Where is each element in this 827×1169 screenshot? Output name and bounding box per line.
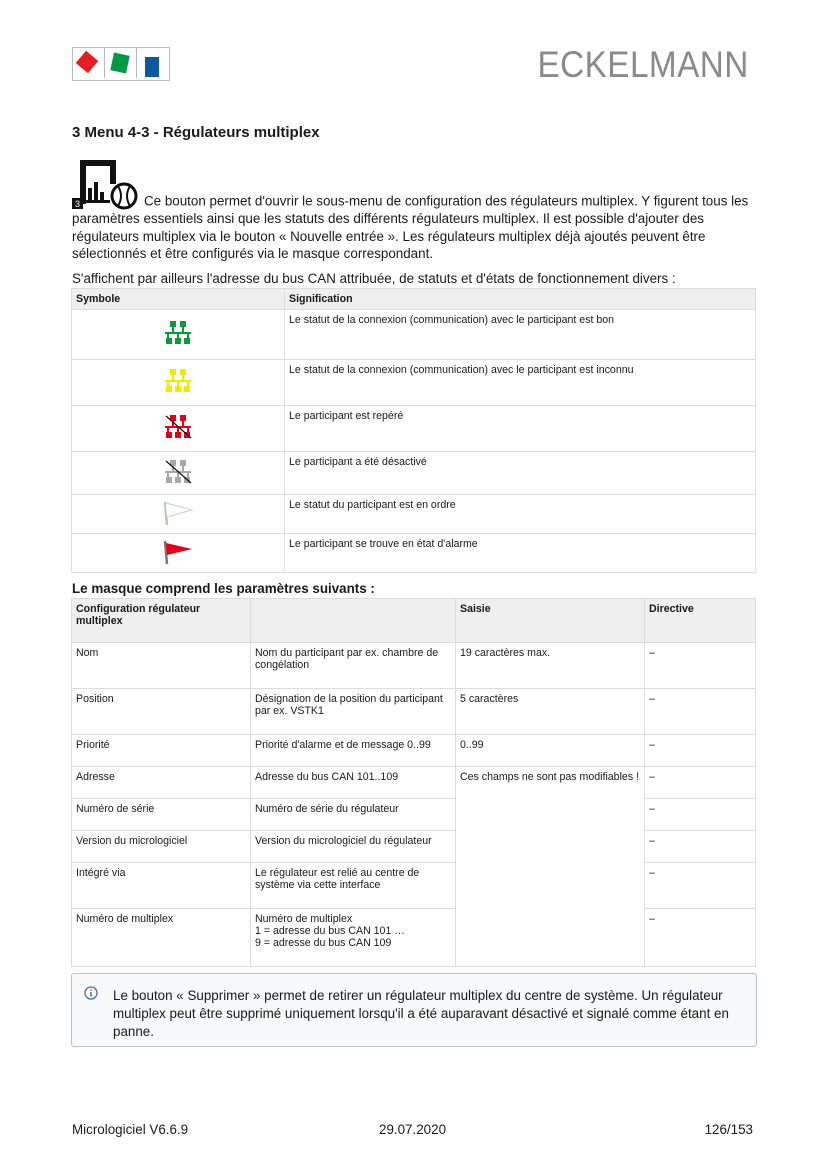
param-desc: Nom du participant par ex. chambre de congélation <box>251 643 456 689</box>
param-desc: Version du micrologiciel du régulateur <box>251 831 456 863</box>
footer-date: 29.07.2020 <box>379 1122 447 1137</box>
param-directive: – <box>645 735 756 767</box>
note-text: Le bouton « Supprimer » permet de retirer un régulateur multiplex du centre de système. Un régulateur multiplex peut être supprimé uniquement lorsqu'il a été auparavant désactivé et signalé comme étant en panne. <box>113 988 729 1039</box>
param-directive: – <box>645 863 756 909</box>
network-gray-crossed-icon <box>164 460 192 484</box>
param-input: 19 caractères max. <box>456 643 645 689</box>
intro-text: Ce bouton permet d'ouvrir le sous-menu de configuration des régulateurs multiplex. Y figurent tous les paramètres essentiels ainsi que les statuts des différents régulateurs multiplex. Il est possible d'ajouter des régulateurs multiplex via le bouton « Nouvelle entrée ». Les régulateurs multiplex déjà ajoutés peuvent être sélectionnés et être configurés via le masque correspondant. <box>72 193 749 262</box>
col-directive: Directive <box>645 599 756 643</box>
red-diamond-icon <box>76 51 99 74</box>
intro-paragraph <box>72 158 762 263</box>
symbols-intro: S'affichent par ailleurs l'adresse du bus CAN attribuée, de statuts et d'états de fonctionnement divers : <box>72 271 676 286</box>
info-icon <box>84 986 98 1000</box>
col-signification: Signification <box>285 289 756 310</box>
table-row <box>72 863 756 909</box>
flag-red-icon <box>162 539 194 565</box>
network-yellow-icon <box>164 369 192 393</box>
table-row <box>72 735 756 767</box>
param-input-merged: Ces champs ne sont pas modifiables ! <box>456 767 645 967</box>
info-note <box>71 973 757 1047</box>
multiplex-menu-icon <box>72 158 142 210</box>
desc-line: Numéro de multiplex <box>255 913 353 925</box>
meaning-cell: Le participant se trouve en état d'alarme <box>285 534 756 573</box>
param-desc: Désignation de la position du participant par ex. VSTK1 <box>251 689 456 735</box>
green-square-icon <box>110 53 129 74</box>
meaning-cell: Le statut du participant est en ordre <box>285 495 756 534</box>
footer-version: Micrologiciel V6.6.9 <box>72 1122 189 1137</box>
param-desc: Le régulateur est relié au centre de système via cette interface <box>251 863 456 909</box>
flag-white-icon <box>162 500 194 526</box>
col-description <box>251 599 456 643</box>
param-name: Numéro de série <box>72 799 251 831</box>
params-subtitle: Le masque comprend les paramètres suivants : <box>72 581 375 596</box>
table-row <box>72 767 756 799</box>
col-saisie: Saisie <box>456 599 645 643</box>
param-directive: – <box>645 643 756 689</box>
symbols-table <box>71 288 756 573</box>
brand-wordmark: ECKELMANN <box>537 44 749 85</box>
param-name: Nom <box>72 643 251 689</box>
meaning-cell: Le statut de la connexion (communication) avec le participant est inconnu <box>285 360 756 406</box>
section-title: 3 Menu 4-3 - Régulateurs multiplex <box>72 124 320 141</box>
param-name: Intégré via <box>72 863 251 909</box>
param-input: 5 caractères <box>456 689 645 735</box>
table-row <box>72 534 756 573</box>
param-directive: – <box>645 767 756 799</box>
network-red-crossed-icon <box>164 415 192 439</box>
table-row <box>72 310 756 360</box>
meaning-cell: Le statut de la connexion (communication) avec le participant est bon <box>285 310 756 360</box>
param-name: Version du micrologiciel <box>72 831 251 863</box>
table-header-row <box>72 599 756 643</box>
col-config: Configuration régulateur multiplex <box>72 599 251 643</box>
meaning-cell: Le participant est repéré <box>285 406 756 452</box>
desc-line: 1 = adresse du bus CAN 101 … <box>255 925 405 937</box>
table-row <box>72 495 756 534</box>
param-name: Numéro de multiplex <box>72 909 251 967</box>
table-row <box>72 406 756 452</box>
table-row <box>72 452 756 495</box>
param-directive: – <box>645 909 756 967</box>
param-name: Priorité <box>72 735 251 767</box>
svg-text:3: 3 <box>75 199 81 209</box>
table-row <box>72 799 756 831</box>
network-green-icon <box>164 321 192 345</box>
eckelmann-logo-squares <box>72 47 170 81</box>
param-name: Adresse <box>72 767 251 799</box>
param-directive: – <box>645 831 756 863</box>
table-row <box>72 360 756 406</box>
param-directive: – <box>645 799 756 831</box>
table-row <box>72 831 756 863</box>
table-row <box>72 909 756 967</box>
params-table <box>71 598 756 967</box>
param-desc: Numéro de série du régulateur <box>251 799 456 831</box>
param-desc: Adresse du bus CAN 101..109 <box>251 767 456 799</box>
desc-line: 9 = adresse du bus CAN 109 <box>255 937 392 949</box>
meaning-cell: Le participant a été désactivé <box>285 452 756 495</box>
param-directive: – <box>645 689 756 735</box>
param-name: Position <box>72 689 251 735</box>
table-header-row <box>72 289 756 310</box>
param-input: 0..99 <box>456 735 645 767</box>
param-desc: Priorité d'alarme et de message 0..99 <box>251 735 456 767</box>
param-desc <box>251 909 456 967</box>
col-symbole: Symbole <box>72 289 285 310</box>
table-row <box>72 643 756 689</box>
footer-page-number: 126/153 <box>704 1122 753 1137</box>
table-row <box>72 689 756 735</box>
blue-square-icon <box>145 57 159 77</box>
